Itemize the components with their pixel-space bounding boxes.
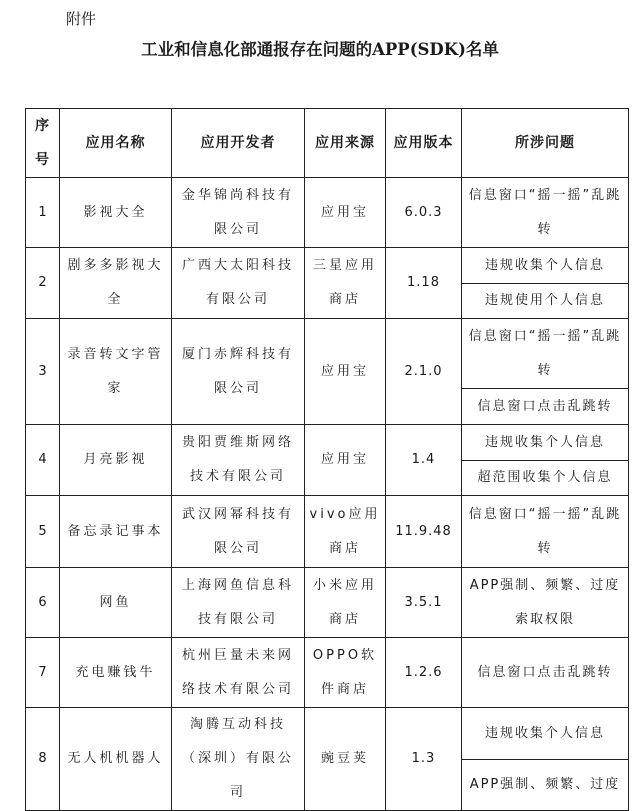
row-app-name: 剧多多影视大全: [60, 248, 172, 319]
table-row: [26, 425, 629, 461]
row-issue: 信息窗口点击乱跳转: [462, 638, 629, 708]
row-version: 11.9.48: [386, 496, 462, 568]
table-header-row: [26, 109, 629, 178]
header-developer: 应用开发者: [172, 109, 305, 178]
table-row: [26, 708, 629, 760]
row-developer: 金华锦尚科技有限公司: [172, 178, 305, 248]
row-source: 三星应用商店: [305, 248, 386, 319]
row-issue: 违规使用个人信息: [462, 284, 629, 319]
row-developer: 贵阳贾维斯网络技术有限公司: [172, 425, 305, 496]
header-version: 应用版本: [386, 109, 462, 178]
row-developer: 杭州巨量未来网络技术有限公司: [172, 638, 305, 708]
row-issue: 违规收集个人信息: [462, 425, 629, 461]
table-row: [26, 496, 629, 568]
header-no: 序号: [26, 109, 60, 178]
row-no: 3: [26, 319, 60, 425]
row-source: 豌豆荚: [305, 708, 386, 811]
row-version: 1.2.6: [386, 638, 462, 708]
row-version: 2.1.0: [386, 319, 462, 425]
row-no: 5: [26, 496, 60, 568]
row-issue: 信息窗口“摇一摇”乱跳转: [462, 319, 629, 389]
row-app-name: 无人机机器人: [60, 708, 172, 811]
row-issue: 信息窗口“摇一摇”乱跳转: [462, 178, 629, 248]
row-app-name: 充电赚钱牛: [60, 638, 172, 708]
row-app-name: 月亮影视: [60, 425, 172, 496]
row-developer: 厦门赤辉科技有限公司: [172, 319, 305, 425]
row-source: OPPO软件商店: [305, 638, 386, 708]
row-version: 3.5.1: [386, 568, 462, 638]
row-version: 6.0.3: [386, 178, 462, 248]
annex-label: 附件: [66, 10, 97, 28]
row-no: 6: [26, 568, 60, 638]
table-row: [26, 248, 629, 284]
row-no: 1: [26, 178, 60, 248]
row-issue: 信息窗口“摇一摇”乱跳转: [462, 496, 629, 568]
row-version: 1.3: [386, 708, 462, 811]
table-row: [26, 178, 629, 248]
row-issue: 违规收集个人信息: [462, 248, 629, 284]
row-issue: 违规收集个人信息: [462, 708, 629, 760]
row-issue: APP强制、频繁、过度: [462, 760, 629, 811]
row-no: 4: [26, 425, 60, 496]
row-app-name: 影视大全: [60, 178, 172, 248]
row-app-name: 网鱼: [60, 568, 172, 638]
row-issue: 超范围收集个人信息: [462, 461, 629, 496]
header-source: 应用来源: [305, 109, 386, 178]
row-developer: 武汉网幂科技有限公司: [172, 496, 305, 568]
row-no: 8: [26, 708, 60, 811]
row-source: 应用宝: [305, 178, 386, 248]
row-version: 1.4: [386, 425, 462, 496]
row-version: 1.18: [386, 248, 462, 319]
row-issue: 信息窗口点击乱跳转: [462, 389, 629, 425]
app-list-table: [25, 108, 629, 811]
header-app-name: 应用名称: [60, 109, 172, 178]
row-app-name: 备忘录记事本: [60, 496, 172, 568]
row-no: 7: [26, 638, 60, 708]
row-developer: 广西大太阳科技有限公司: [172, 248, 305, 319]
row-developer: 淘腾互动科技（深圳）有限公司: [172, 708, 305, 811]
row-source: 小米应用商店: [305, 568, 386, 638]
row-source: 应用宝: [305, 425, 386, 496]
header-issues: 所涉问题: [462, 109, 629, 178]
row-source: vivo应用商店: [305, 496, 386, 568]
row-no: 2: [26, 248, 60, 319]
table-row: [26, 638, 629, 708]
table-row: [26, 319, 629, 389]
row-developer: 上海网鱼信息科技有限公司: [172, 568, 305, 638]
row-app-name: 录音转文字管家: [60, 319, 172, 425]
row-source: 应用宝: [305, 319, 386, 425]
row-issue: APP强制、频繁、过度索取权限: [462, 568, 629, 638]
document-title: 工业和信息化部通报存在问题的APP(SDK)名单: [141, 40, 499, 59]
table-row: [26, 568, 629, 638]
